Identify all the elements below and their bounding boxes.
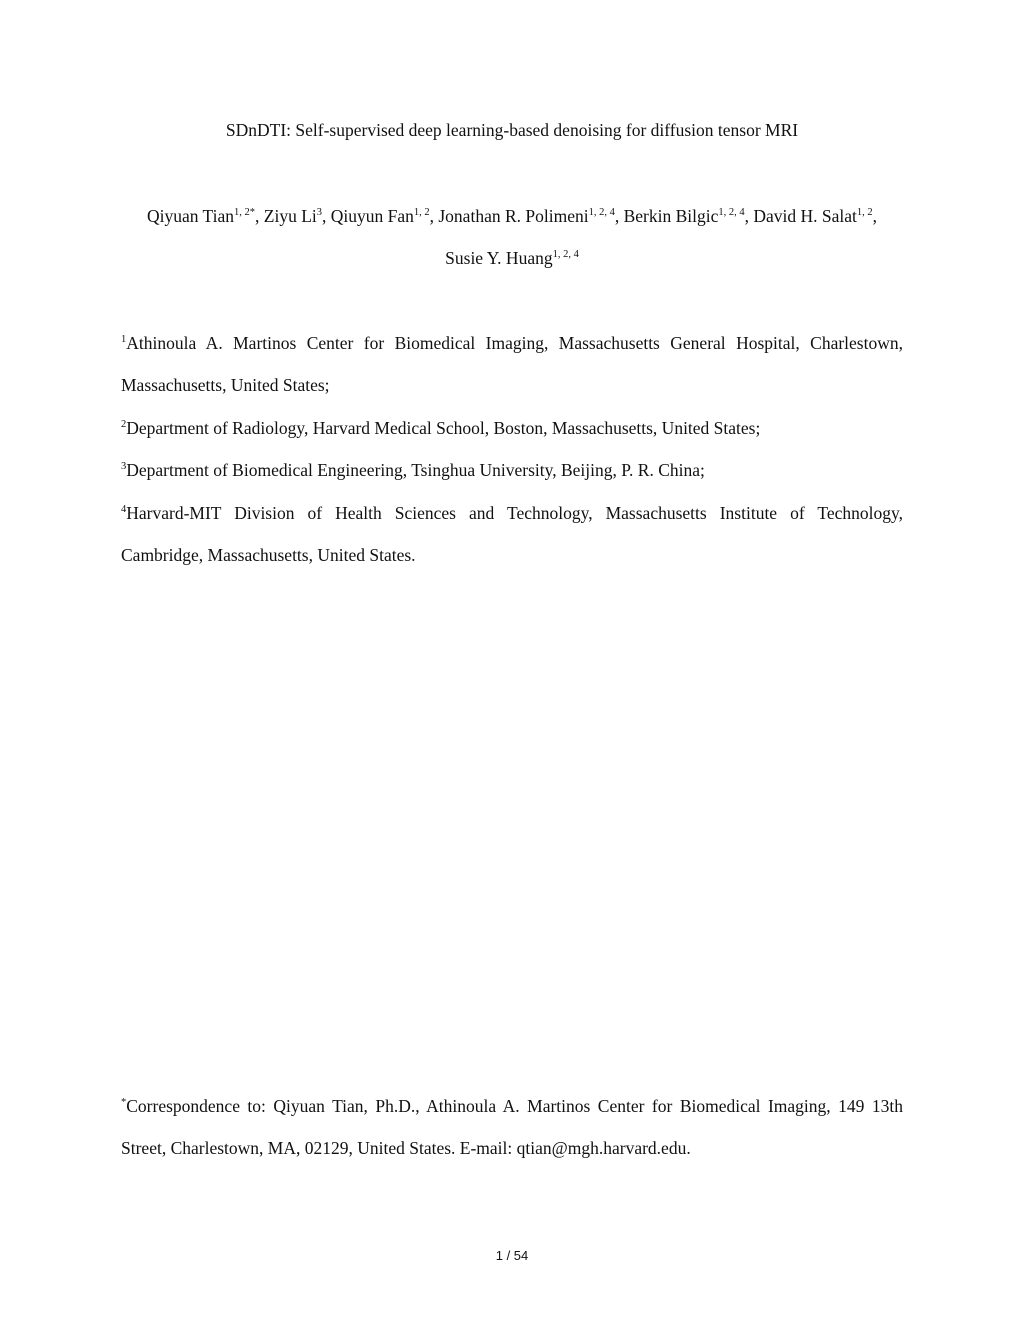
author-separator: , — [872, 206, 878, 226]
author-name: Qiuyun Fan — [330, 206, 414, 226]
author-separator: , — [255, 206, 264, 226]
correspondence-mark: * — [121, 1097, 127, 1108]
affiliation-text: Department of Radiology, Harvard Medical School, Boston, Massachusetts, United States; — [126, 418, 761, 438]
paper-title: SDnDTI: Self-supervised deep learning-based denoising for diffusion tensor MRI — [225, 120, 799, 140]
author-affiliation-marks: 1, 2 — [413, 207, 430, 218]
author-separator: , — [614, 206, 624, 226]
author-name: David H. Salat — [753, 206, 857, 226]
author-separator: , — [744, 206, 754, 226]
affiliation-number: 3 — [121, 461, 127, 472]
affiliation-4 — [121, 492, 903, 577]
affiliation-number: 1 — [121, 334, 127, 345]
author-separator: , — [429, 206, 439, 226]
author-affiliation-marks: 1, 2, 4 — [552, 249, 579, 260]
author-name: Qiyuan Tian — [146, 206, 235, 226]
author-list-line-1 — [0, 206, 1024, 227]
author-name: Ziyu Li — [263, 206, 317, 226]
author-list-line-2 — [0, 248, 1024, 269]
affiliation-text: Harvard-MIT Division of Health Sciences and Technology, Massachusetts Institute of Technology, Cambridge, Massachusetts, United States. — [121, 503, 903, 566]
affiliation-1 — [121, 322, 903, 407]
author-name: Susie Y. Huang — [445, 248, 553, 268]
author-affiliation-marks: 1, 2* — [234, 207, 256, 218]
affiliation-2 — [121, 407, 903, 449]
author-name: Jonathan R. Polimeni — [438, 206, 589, 226]
author-affiliation-marks: 3 — [316, 207, 322, 218]
affiliation-text: Athinoula A. Martinos Center for Biomedical Imaging, Massachusetts General Hospital, Charlestown, Massachusetts, United States; — [121, 333, 903, 396]
author-affiliation-marks: 1, 2, 4 — [588, 207, 615, 218]
author-affiliation-marks: 1, 2 — [856, 207, 873, 218]
affiliation-number: 2 — [121, 419, 127, 430]
page-number: 1 / 54 — [495, 1248, 529, 1263]
author-name: Berkin Bilgic — [623, 206, 719, 226]
correspondence-text: Correspondence to: Qiyuan Tian, Ph.D., Athinoula A. Martinos Center for Biomedical Imaging, 149 13th Street, Charlestown, MA, 02129, United States. E-mail: qtian@mgh.harvard.edu. — [121, 1096, 903, 1159]
affiliation-number: 4 — [121, 504, 127, 515]
author-affiliation-marks: 1, 2, 4 — [718, 207, 745, 218]
affiliation-text: Department of Biomedical Engineering, Tsinghua University, Beijing, P. R. China; — [126, 460, 705, 480]
affiliation-3 — [121, 449, 903, 491]
author-separator: , — [322, 206, 331, 226]
correspondence-note — [121, 1085, 903, 1170]
